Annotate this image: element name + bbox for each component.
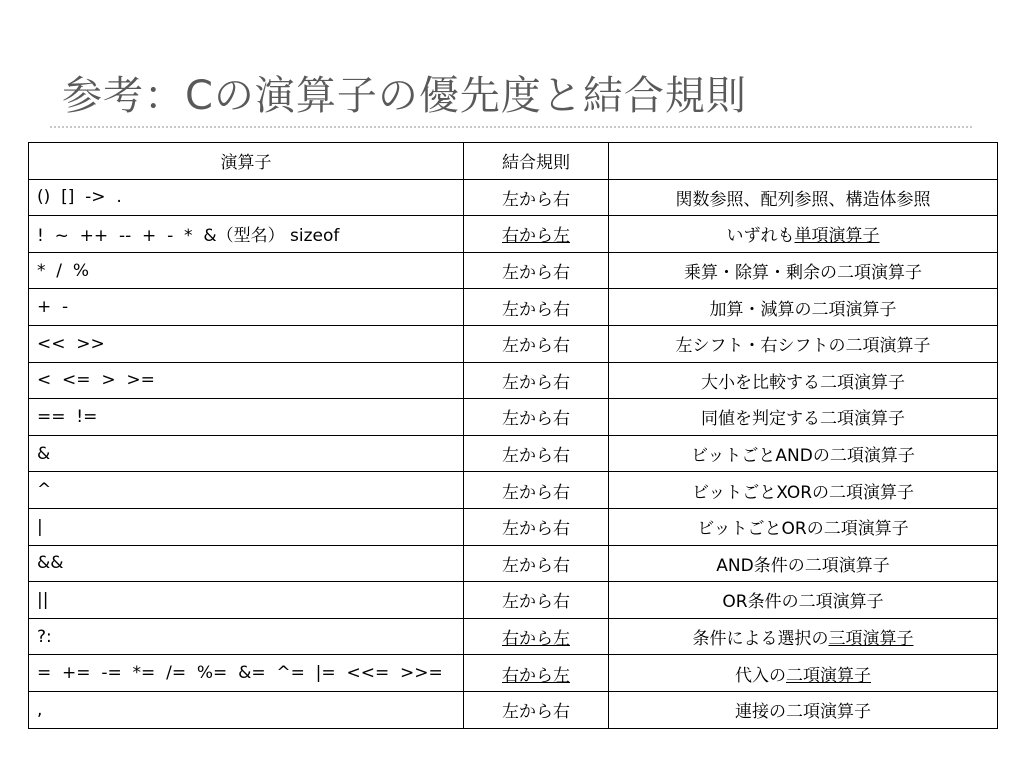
- operator-cell: &&: [29, 545, 464, 582]
- description-text: いずれも: [726, 226, 795, 247]
- description-text: 同値を判定する二項演算子: [701, 409, 905, 430]
- description-cell: [609, 399, 998, 436]
- operator-cell: ,: [29, 691, 464, 728]
- table-row: [29, 399, 998, 436]
- page-title: 参考：Cの演算子の優先度と結合規則: [62, 73, 747, 119]
- operator-cell: = += -= *= /= %= &= ^= |= <<= >>=: [29, 655, 464, 692]
- associativity-cell: 左から右: [464, 545, 609, 582]
- description-cell: [609, 472, 998, 509]
- description-text: ビットごとORの二項演算子: [697, 519, 909, 540]
- associativity-cell: 右から左: [464, 618, 609, 655]
- operator-precedence-table: [28, 142, 998, 729]
- description-cell: [609, 691, 998, 728]
- table-row: [29, 179, 998, 216]
- associativity-cell: 右から左: [464, 655, 609, 692]
- operator-cell: |: [29, 508, 464, 545]
- description-cell: [609, 508, 998, 545]
- table-row: [29, 545, 998, 582]
- table-row: [29, 472, 998, 509]
- description-text: 代入の: [735, 665, 786, 686]
- description-text: AND条件の二項演算子: [716, 555, 890, 576]
- header-associativity: 結合規則: [464, 143, 609, 180]
- operator-cell: ! ~ ++ -- + - * &（型名） sizeof: [29, 216, 464, 253]
- table-row: [29, 508, 998, 545]
- description-underlined-text: 二項演算子: [786, 665, 871, 686]
- associativity-cell: 左から右: [464, 289, 609, 326]
- description-cell: [609, 325, 998, 362]
- associativity-cell: 右から左: [464, 216, 609, 253]
- description-cell: [609, 435, 998, 472]
- description-text: ビットごとXORの二項演算子: [691, 482, 915, 503]
- description-cell: [609, 179, 998, 216]
- table-row: [29, 582, 998, 619]
- associativity-cell: 左から右: [464, 691, 609, 728]
- description-text: ビットごとANDの二項演算子: [691, 446, 915, 467]
- table-row: [29, 289, 998, 326]
- associativity-cell: 左から右: [464, 399, 609, 436]
- associativity-cell: 左から右: [464, 582, 609, 619]
- description-cell: [609, 655, 998, 692]
- table-row: [29, 655, 998, 692]
- operator-cell: < <= > >=: [29, 362, 464, 399]
- description-cell: [609, 582, 998, 619]
- description-cell: [609, 618, 998, 655]
- description-cell: [609, 289, 998, 326]
- table-body: [29, 179, 998, 728]
- associativity-cell: 左から右: [464, 472, 609, 509]
- description-text: 条件による選択の: [692, 629, 829, 650]
- description-cell: [609, 545, 998, 582]
- description-underlined-text: 三項演算子: [828, 629, 914, 650]
- description-underlined-text: 単項演算子: [794, 226, 880, 247]
- operator-cell: ^: [29, 472, 464, 509]
- operator-cell: ||: [29, 582, 464, 619]
- description-text: 連接の二項演算子: [735, 702, 871, 723]
- description-text: 大小を比較する二項演算子: [701, 372, 905, 393]
- description-text: 乗算・除算・剰余の二項演算子: [684, 263, 922, 284]
- header-description: [609, 143, 998, 180]
- operator-cell: () [] -> .: [29, 179, 464, 216]
- associativity-cell: 左から右: [464, 508, 609, 545]
- operator-cell: * / %: [29, 252, 464, 289]
- table-row: [29, 252, 998, 289]
- associativity-cell: 左から右: [464, 362, 609, 399]
- associativity-cell: 左から右: [464, 179, 609, 216]
- table-row: [29, 325, 998, 362]
- table-row: [29, 691, 998, 728]
- table-row: [29, 435, 998, 472]
- table-row: [29, 216, 998, 253]
- description-text: OR条件の二項演算子: [722, 592, 884, 613]
- description-text: 加算・減算の二項演算子: [709, 299, 897, 320]
- header-operator: 演算子: [29, 143, 464, 180]
- table-header-row: [29, 143, 998, 180]
- title-divider: [50, 126, 972, 128]
- description-text: 左シフト・右シフトの二項演算子: [675, 336, 931, 357]
- operator-cell: + -: [29, 289, 464, 326]
- associativity-cell: 左から右: [464, 325, 609, 362]
- description-cell: [609, 252, 998, 289]
- operator-cell: << >>: [29, 325, 464, 362]
- description-cell: [609, 362, 998, 399]
- description-cell: [609, 216, 998, 253]
- description-text: 関数参照、配列参照、構造体参照: [675, 189, 931, 210]
- operator-cell: ?:: [29, 618, 464, 655]
- table-row: [29, 362, 998, 399]
- associativity-cell: 左から右: [464, 252, 609, 289]
- associativity-cell: 左から右: [464, 435, 609, 472]
- table-row: [29, 618, 998, 655]
- operator-cell: == !=: [29, 399, 464, 436]
- operator-cell: &: [29, 435, 464, 472]
